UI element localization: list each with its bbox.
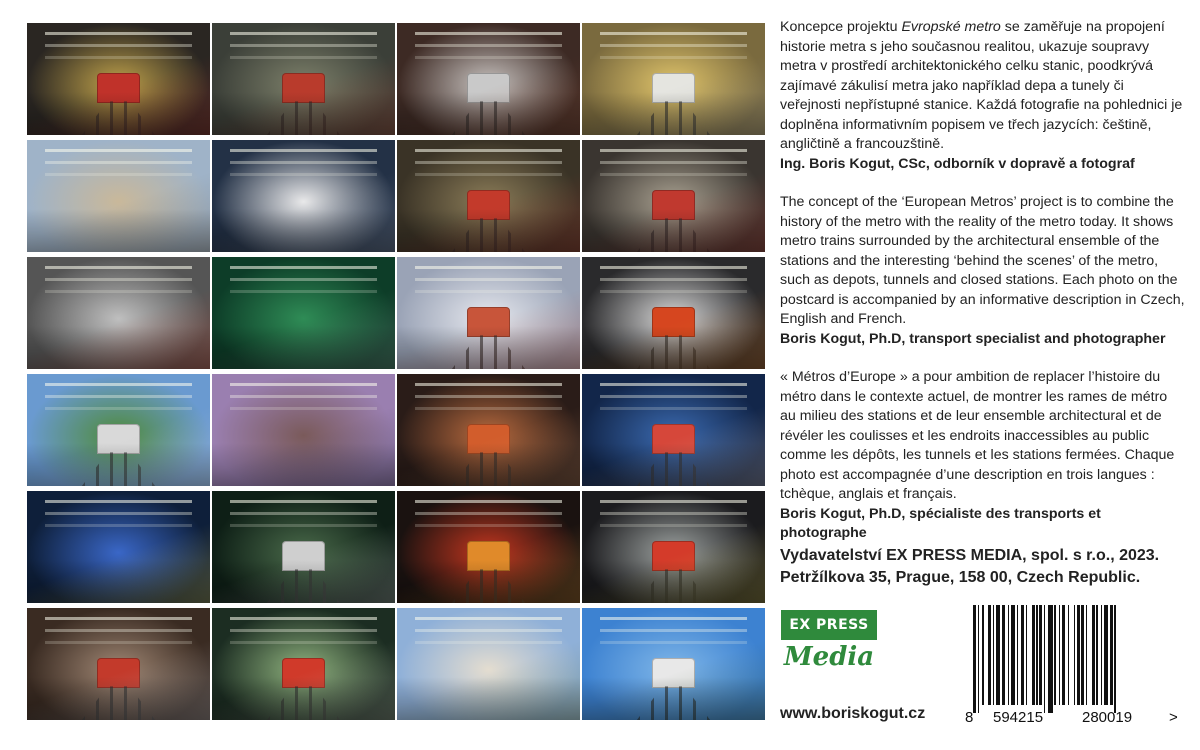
accent-overlay: [27, 23, 210, 135]
photo-tile: [27, 608, 210, 720]
barcode-bar: [978, 605, 980, 713]
photo-tile: [212, 23, 395, 135]
barcode-bar: [1086, 605, 1088, 705]
rails: [637, 569, 710, 603]
rails: [82, 686, 155, 720]
rails: [452, 452, 525, 486]
barcode-bar: [973, 605, 976, 713]
barcode-end-mark: >: [1169, 709, 1178, 726]
photo-tile: [582, 23, 765, 135]
accent-overlay: [582, 257, 765, 369]
accent-overlay: [212, 374, 395, 486]
photo-tile: [582, 608, 765, 720]
website-link[interactable]: www.boriskogut.cz: [780, 705, 926, 722]
barcode-bar: [1002, 605, 1005, 705]
barcode-bar: [1077, 605, 1080, 705]
accent-overlay: [582, 140, 765, 252]
photo-tile: [27, 374, 210, 486]
photo-tile: [397, 608, 580, 720]
barcode-bar: [1101, 605, 1103, 705]
accent-overlay: [397, 257, 580, 369]
rails: [82, 101, 155, 135]
photo-tile: [582, 140, 765, 252]
rails: [452, 101, 525, 135]
logo-top-text: EX PRESS: [781, 610, 877, 640]
barcode-bar: [1114, 605, 1116, 713]
barcode-bar: [1092, 605, 1095, 705]
rails: [267, 686, 340, 720]
barcode-bar: [1036, 605, 1038, 705]
accent-overlay: [582, 374, 765, 486]
photo-tile: [582, 491, 765, 603]
barcode-bar: [1011, 605, 1016, 705]
barcode: [965, 605, 1183, 735]
photo-tile: [212, 374, 395, 486]
french-author: Boris Kogut, Ph.D, spécialiste des transports et photographe: [780, 505, 1101, 541]
logo-bottom-text: Media: [783, 642, 875, 672]
barcode-bar: [993, 605, 995, 705]
rails: [82, 452, 155, 486]
barcode-bar: [1074, 605, 1076, 705]
publisher-address: Petržílkova 35, Prague, 158 00, Czech Republic.: [780, 569, 1141, 586]
english-paragraph: [780, 193, 1185, 349]
photo-tile: [582, 374, 765, 486]
publisher-info: [780, 545, 1190, 589]
accent-overlay: [397, 491, 580, 603]
czech-author: Ing. Boris Kogut, CSc, odborník v dopravě a fotograf: [780, 155, 1135, 172]
czech-paragraph: [780, 18, 1185, 174]
barcode-bar: [1068, 605, 1070, 705]
photo-tile: [212, 257, 395, 369]
photo-tile: [27, 491, 210, 603]
rails: [637, 335, 710, 369]
barcode-bar: [1081, 605, 1084, 705]
rails: [637, 218, 710, 252]
barcode-bar: [1048, 605, 1053, 713]
publisher-name: Vydavatelství EX PRESS MEDIA, spol. s r.o., 2023.: [780, 547, 1160, 564]
accent-overlay: [397, 374, 580, 486]
accent-overlay: [212, 608, 395, 720]
barcode-bar: [1021, 605, 1024, 705]
barcode-bar: [1039, 605, 1042, 705]
accent-overlay: [582, 491, 765, 603]
photo-tile: [27, 140, 210, 252]
barcode-bar: [1044, 605, 1046, 713]
accent-overlay: [27, 140, 210, 252]
photo-tile: [212, 608, 395, 720]
barcode-first-digit: 8: [965, 709, 974, 726]
barcode-bar: [1032, 605, 1035, 705]
accent-overlay: [582, 23, 765, 135]
english-text: The concept of the ‘European Metros’ project is to combine the history of the metro with the reality of the metro today. It shows metro trains surrounded by the architectural ensemble of the stations and the interesting ‘behind the scenes’ of the metro, such as depots, tunnels and closed stations. Each photo on the postcard is accompanied by an informative description in Czech, English and French.: [780, 194, 1185, 327]
photo-tile: [212, 140, 395, 252]
accent-overlay: [212, 23, 395, 135]
photo-tile: [397, 23, 580, 135]
barcode-bar: [1059, 605, 1061, 705]
barcode-left-group: 594215: [993, 709, 1044, 726]
accent-overlay: [212, 491, 395, 603]
rails: [637, 101, 710, 135]
photo-tile: [397, 257, 580, 369]
accent-overlay: [27, 491, 210, 603]
english-author: Boris Kogut, Ph.D, transport specialist and photographer: [780, 330, 1166, 347]
ex-press-media-logo: [781, 610, 877, 676]
czech-project-name: Evropské metro: [901, 19, 1001, 35]
accent-overlay: [27, 257, 210, 369]
accent-overlay: [212, 257, 395, 369]
photo-tile: [397, 491, 580, 603]
rails: [637, 452, 710, 486]
barcode-bar: [1026, 605, 1028, 705]
photo-tile: [27, 23, 210, 135]
photo-tile: [212, 491, 395, 603]
photo-tile: [397, 374, 580, 486]
barcode-bar: [996, 605, 1001, 705]
czech-text-start: Koncepce projektu: [780, 19, 902, 35]
accent-overlay: [397, 608, 580, 720]
barcode-bar: [1017, 605, 1019, 705]
rails: [452, 569, 525, 603]
rails: [452, 218, 525, 252]
french-text: « Métros d’Europe » a pour ambition de replacer l’histoire du métro dans le contexte actuel, de montrer les rames de métro au milieu des stations et de leur ensemble architectural et de révéler les coulisses et les endroits inaccessibles au public comme les dépôts, les tunnels et les stations fermées. Chaque photo est accompagnée d’une description en trois langues : tchèque, anglais et français.: [780, 369, 1175, 502]
accent-overlay: [212, 140, 395, 252]
barcode-bar: [1008, 605, 1010, 705]
accent-overlay: [27, 374, 210, 486]
czech-text-end: se zaměřuje na propojení historie metra s jeho současnou realitou, ukazuje soupravy metra v prostředí architektonického celku stanic, poodkrývá zajímavé zákulisí metra jako například depa a tunely či veřejnosti nepřístupné stanice. Každá fotografie na pohlednici je doplněna informativním popisem ve třech jazycích: češtině, angličtině a francouzštině.: [780, 19, 1183, 152]
barcode-bar: [982, 605, 984, 705]
rails: [267, 569, 340, 603]
barcode-bar: [1054, 605, 1056, 705]
description-text: [780, 18, 1185, 563]
barcode-right-group: 280019: [1082, 709, 1133, 726]
photo-tile: [582, 257, 765, 369]
barcode-bar: [988, 605, 991, 705]
rails: [452, 335, 525, 369]
accent-overlay: [582, 608, 765, 720]
barcode-bar: [1104, 605, 1109, 705]
barcode-bar: [1110, 605, 1113, 705]
barcode-bar: [1062, 605, 1065, 705]
french-paragraph: [780, 368, 1185, 544]
barcode-bars: [973, 605, 1173, 715]
photo-tile: [27, 257, 210, 369]
accent-overlay: [397, 23, 580, 135]
barcode-bar: [1096, 605, 1098, 705]
photo-tile: [397, 140, 580, 252]
rails: [637, 686, 710, 720]
accent-overlay: [397, 140, 580, 252]
rails: [267, 101, 340, 135]
accent-overlay: [27, 608, 210, 720]
